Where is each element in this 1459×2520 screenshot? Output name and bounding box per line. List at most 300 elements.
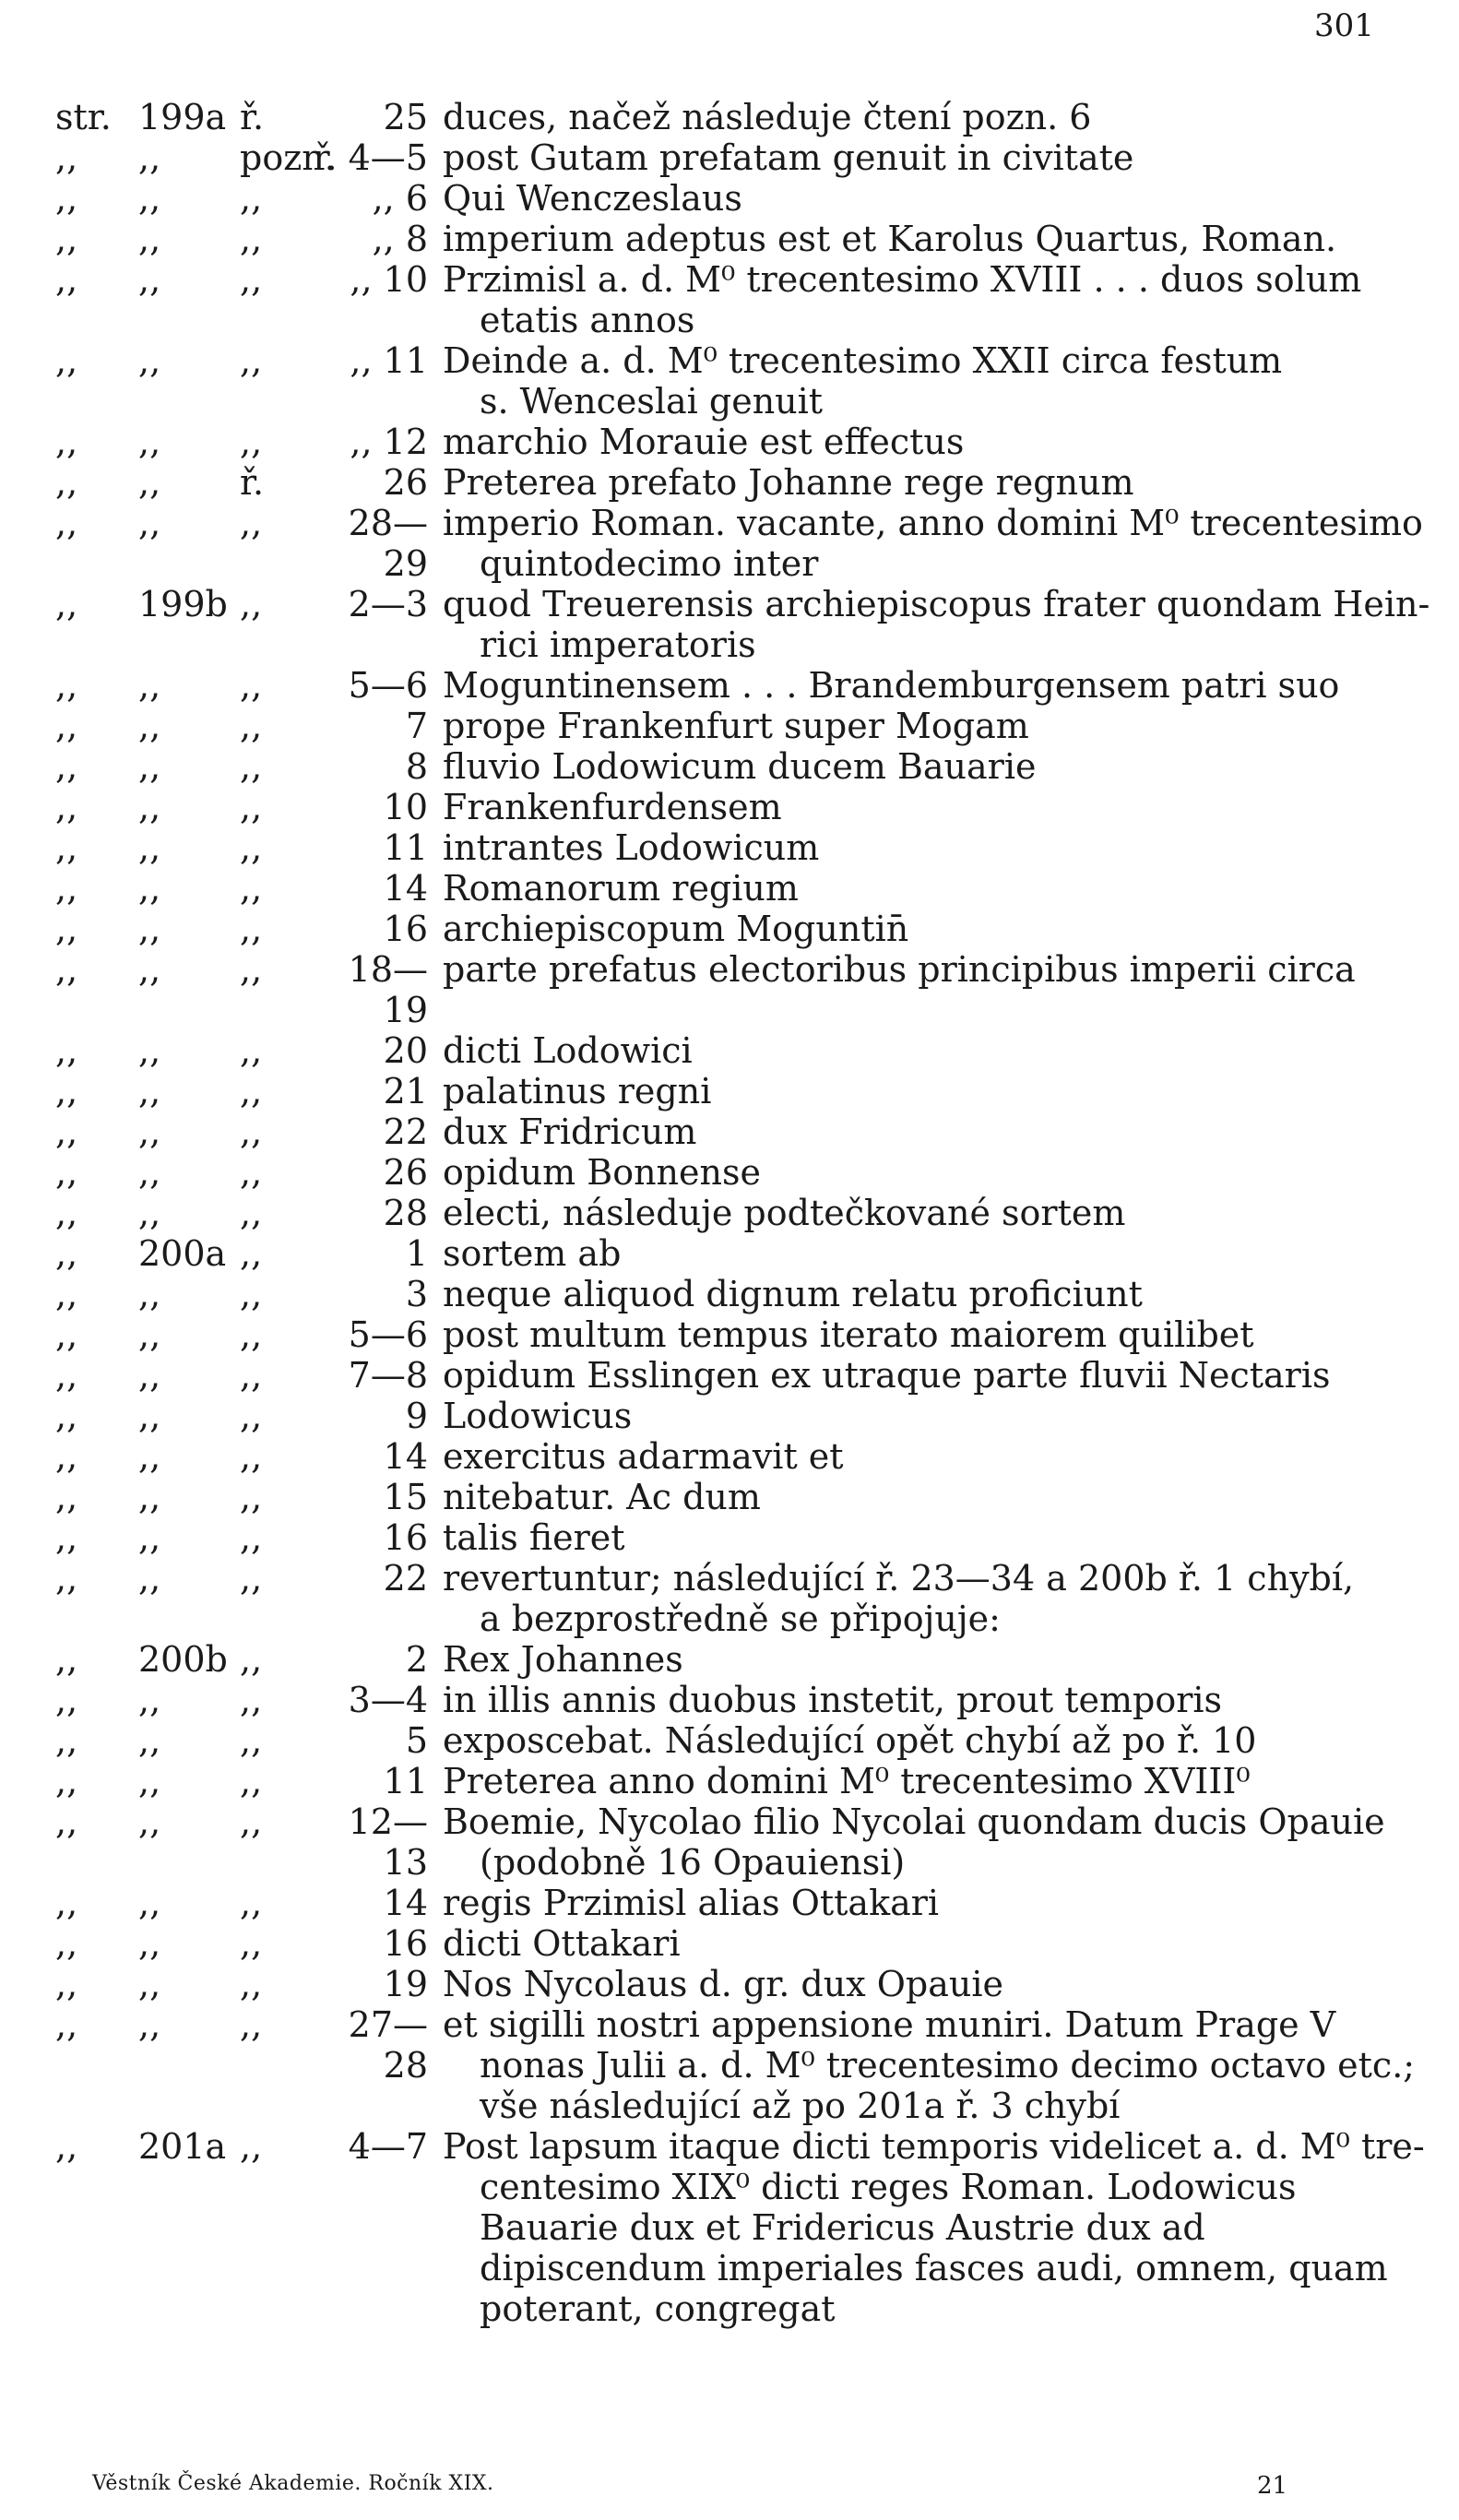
entry-line: 3 [405, 1274, 428, 1314]
entry-page: 199a [138, 97, 227, 137]
entry-text-main: nitebatur. Ac dum [443, 1477, 761, 1517]
entry-str: ,, [55, 1720, 78, 1761]
entry-r: ,, [240, 2004, 263, 2045]
entry-text-main: intrantes Lodowicum [443, 827, 820, 868]
errata-entry [0, 1396, 1459, 1436]
entry-r: ,, [240, 1923, 263, 1964]
entry-r: ,, [240, 1396, 263, 1436]
entry-text-cont: centesimo XIX⁰ dicti reges Roman. Lodowicus Bauarie dux et Fridericus Austrie dux ad dipiscendum imperiales fasces audi, omnem, quam poterant, congregat [480, 2167, 1388, 2329]
entry-page: ,, [138, 706, 161, 746]
entry-page: ,, [138, 1923, 161, 1964]
entry-text [443, 1314, 1439, 1355]
errata-entry [0, 259, 1459, 340]
entry-text [443, 2126, 1439, 2329]
entry-str: ,, [55, 462, 78, 503]
errata-entry [0, 137, 1459, 178]
entry-text-cont: quintodecimo inter [480, 543, 819, 584]
entry-text [443, 1477, 1439, 1517]
entry-str: ,, [55, 503, 78, 543]
entry-text [443, 909, 1439, 949]
entry-page: ,, [138, 1396, 161, 1436]
entry-str: ,, [55, 1558, 78, 1599]
errata-entry [0, 1558, 1459, 1639]
entry-str: ,, [55, 1152, 78, 1193]
errata-entry [0, 462, 1459, 503]
errata-entry [0, 1639, 1459, 1680]
entry-r: ,, [240, 1477, 263, 1517]
errata-entry [0, 503, 1459, 584]
entry-text [443, 1680, 1439, 1720]
entry-line: 28 [383, 1193, 428, 1233]
entry-page: ,, [138, 1964, 161, 2004]
entry-line: 5 [405, 1720, 428, 1761]
entry-line: 3—4 [348, 1680, 428, 1720]
entry-str: ,, [55, 1436, 78, 1477]
entry-text-cont: etatis annos [480, 300, 695, 340]
entry-page: ,, [138, 1801, 161, 1842]
errata-entry [0, 1030, 1459, 1071]
errata-list [0, 97, 1459, 2329]
entry-str: ,, [55, 1923, 78, 1964]
entry-text [443, 1111, 1439, 1152]
entry-page: ,, [138, 1680, 161, 1720]
entry-text-main: parte prefatus electoribus principibus imperii circa [443, 949, 1356, 990]
errata-entry [0, 1233, 1459, 1274]
entry-page: ,, [138, 340, 161, 381]
entry-text-cont: a bezprostředně se připojuje: [480, 1599, 1001, 1639]
entry-r: ,, [240, 746, 263, 787]
entry-r: ,, [240, 1355, 263, 1396]
errata-entry [0, 949, 1459, 1030]
entry-text-cont: (podobně 16 Opauiensi) [480, 1842, 906, 1883]
errata-entry [0, 1964, 1459, 2004]
entry-line: 19 [383, 1964, 428, 2004]
entry-line: 2 [405, 1639, 428, 1680]
entry-str: ,, [55, 909, 78, 949]
errata-entry [0, 178, 1459, 219]
entry-text-main: opidum Bonnense [443, 1152, 761, 1193]
entry-line: 25 [383, 97, 428, 137]
entry-page: 200b [138, 1639, 228, 1680]
entry-str: ,, [55, 868, 78, 909]
errata-entry [0, 584, 1459, 665]
entry-r: ,, [240, 1801, 263, 1842]
errata-entry [0, 1274, 1459, 1314]
entry-page: ,, [138, 868, 161, 909]
entry-text [443, 665, 1439, 706]
entry-str: ,, [55, 1477, 78, 1517]
entry-r: pozn. [240, 137, 336, 178]
entry-page: ,, [138, 1314, 161, 1355]
entry-r: ,, [240, 1030, 263, 1071]
entry-page: 200a [138, 1233, 227, 1274]
entry-text-main: imperio Roman. vacante, anno domini M⁰ trecentesimo [443, 503, 1423, 543]
entry-line: 14 [383, 868, 428, 909]
entry-text [443, 706, 1439, 746]
entry-r: ,, [240, 1680, 263, 1720]
entry-str: ,, [55, 1761, 78, 1801]
errata-entry [0, 1071, 1459, 1111]
entry-str: ,, [55, 746, 78, 787]
entry-r: ,, [240, 909, 263, 949]
entry-r: ,, [240, 1233, 263, 1274]
entry-text-main: Preterea prefato Johanne rege regnum [443, 462, 1134, 503]
entry-text [443, 1639, 1439, 1680]
entry-text [443, 1761, 1439, 1801]
entry-text-main: electi, následuje podtečkované sortem [443, 1193, 1126, 1233]
entry-text-main: Przimisl a. d. M⁰ trecentesimo XVIII . . . duos solum [443, 259, 1362, 300]
entry-r: ,, [240, 665, 263, 706]
entry-line: ,, 8 [372, 219, 428, 259]
page-number: 301 [1314, 7, 1374, 44]
entry-text-main: opidum Esslingen ex utraque parte fluvii Nectaris [443, 1355, 1331, 1396]
entry-r: ,, [240, 503, 263, 543]
entry-page: ,, [138, 1436, 161, 1477]
entry-text [443, 1923, 1439, 1964]
entry-r: ,, [240, 1071, 263, 1111]
entry-str: ,, [55, 1030, 78, 1071]
errata-entry [0, 1436, 1459, 1477]
entry-text-main: marchio Morauie est effectus [443, 422, 965, 462]
entry-text [443, 827, 1439, 868]
entry-text-main: regis Przimisl alias Ottakari [443, 1883, 940, 1923]
entry-r: ,, [240, 1558, 263, 1599]
entry-text-main: Preterea anno domini M⁰ trecentesimo XVIII⁰ [443, 1761, 1251, 1801]
entry-text-main: Romanorum regium [443, 868, 799, 909]
entry-text [443, 1720, 1439, 1761]
entry-r: ,, [240, 1274, 263, 1314]
entry-r: ,, [240, 584, 263, 624]
entry-line: 27—28 [348, 2004, 428, 2086]
entry-text-main: dux Fridricum [443, 1111, 697, 1152]
entry-str: ,, [55, 259, 78, 300]
entry-line: 7 [405, 706, 428, 746]
entry-text [443, 949, 1439, 990]
entry-line: 11 [383, 1761, 428, 1801]
entry-str: ,, [55, 178, 78, 219]
errata-entry [0, 665, 1459, 706]
errata-entry [0, 868, 1459, 909]
entry-r: ,, [240, 787, 263, 827]
entry-text [443, 178, 1439, 219]
entry-line: 1 [405, 1233, 428, 1274]
entry-line: 28—29 [348, 503, 428, 584]
entry-page: ,, [138, 1761, 161, 1801]
entry-r: ,, [240, 422, 263, 462]
entry-page: ,, [138, 665, 161, 706]
entry-str: ,, [55, 1071, 78, 1111]
entry-page: ,, [138, 1517, 161, 1558]
entry-line: 5—6 [348, 1314, 428, 1355]
entry-line: 4—7 [348, 2126, 428, 2167]
errata-entry [0, 422, 1459, 462]
entry-page: ,, [138, 1477, 161, 1517]
entry-text [443, 1233, 1439, 1274]
entry-r: ,, [240, 259, 263, 300]
entry-text-main: Rex Johannes [443, 1639, 683, 1680]
entry-text-main: exposcebat. Následující opět chybí až po ř. 10 [443, 1720, 1257, 1761]
entry-text [443, 1558, 1439, 1639]
entry-text [443, 1193, 1439, 1233]
entry-line: 21 [383, 1071, 428, 1111]
entry-line: 11 [383, 827, 428, 868]
entry-r: ,, [240, 219, 263, 259]
entry-text [443, 868, 1439, 909]
entry-page: ,, [138, 787, 161, 827]
entry-line: 26 [383, 1152, 428, 1193]
entry-str: ,, [55, 1193, 78, 1233]
errata-entry [0, 746, 1459, 787]
entry-r: ,, [240, 1193, 263, 1233]
entry-text [443, 1964, 1439, 2004]
entry-r: ,, [240, 178, 263, 219]
entry-r: ,, [240, 1964, 263, 2004]
entry-r: ,, [240, 1883, 263, 1923]
entry-text-main: Post lapsum itaque dicti temporis videlicet a. d. M⁰ tre- [443, 2126, 1425, 2167]
entry-str: ,, [55, 2126, 78, 2167]
entry-text-main: dicti Ottakari [443, 1923, 681, 1964]
entry-text [443, 1396, 1439, 1436]
entry-r: ,, [240, 706, 263, 746]
entry-text-main: archiepiscopum Moguntin̄ [443, 909, 909, 949]
errata-entry [0, 1923, 1459, 1964]
entry-page: ,, [138, 1355, 161, 1396]
entry-line: 16 [383, 1923, 428, 1964]
entry-page: 199b [138, 584, 228, 624]
errata-entry [0, 1801, 1459, 1883]
entry-page: ,, [138, 178, 161, 219]
entry-str: ,, [55, 219, 78, 259]
entry-text [443, 2004, 1439, 2126]
entry-page: ,, [138, 909, 161, 949]
entry-text [443, 1801, 1439, 1883]
entry-text [443, 1517, 1439, 1558]
entry-text-main: dicti Lodowici [443, 1030, 693, 1071]
entry-line: 20 [383, 1030, 428, 1071]
entry-str: ,, [55, 340, 78, 381]
entry-str: ,, [55, 1274, 78, 1314]
entry-str: ,, [55, 787, 78, 827]
entry-r: ř. [240, 462, 265, 503]
journal-footer: Věstník České Akademie. Ročník XIX. [92, 2472, 494, 2495]
errata-entry [0, 1111, 1459, 1152]
entry-r: ,, [240, 1761, 263, 1801]
entry-page: ,, [138, 949, 161, 990]
entry-text-main: neque aliquod dignum relatu proficiunt [443, 1274, 1143, 1314]
entry-page: ,, [138, 1720, 161, 1761]
entry-page: ,, [138, 1111, 161, 1152]
errata-entry [0, 2126, 1459, 2329]
entry-text [443, 1883, 1439, 1923]
errata-entry [0, 1761, 1459, 1801]
errata-entry [0, 827, 1459, 868]
entry-r: ,, [240, 868, 263, 909]
entry-text-main: palatinus regni [443, 1071, 712, 1111]
entry-page: 201a [138, 2126, 227, 2167]
entry-r: ,, [240, 340, 263, 381]
entry-text-main: Qui Wenczeslaus [443, 178, 742, 219]
entry-text-cont: rici imperatoris [480, 624, 756, 665]
entry-line: 26 [383, 462, 428, 503]
entry-r: ,, [240, 2126, 263, 2167]
entry-text [443, 462, 1439, 503]
entry-text [443, 340, 1439, 422]
errata-entry [0, 1152, 1459, 1193]
entry-text-main: fluvio Lodowicum ducem Bauarie [443, 746, 1037, 787]
entry-page: ,, [138, 259, 161, 300]
entry-text [443, 1274, 1439, 1314]
entry-text-main: Frankenfurdensem [443, 787, 782, 827]
entry-line: 16 [383, 1517, 428, 1558]
entry-str: ,, [55, 1639, 78, 1680]
errata-entry [0, 787, 1459, 827]
entry-r: ,, [240, 1314, 263, 1355]
errata-entry [0, 97, 1459, 137]
errata-entry [0, 1477, 1459, 1517]
entry-str: ,, [55, 1355, 78, 1396]
entry-line: ,, 11 [350, 340, 428, 381]
entry-str: ,, [55, 665, 78, 706]
entry-page: ,, [138, 1558, 161, 1599]
entry-text [443, 787, 1439, 827]
entry-line: 12—13 [348, 1801, 428, 1883]
entry-text-main: imperium adeptus est et Karolus Quartus, Roman. [443, 219, 1337, 259]
entry-text-main: et sigilli nostri appensione muniri. Datum Prage V [443, 2004, 1336, 2045]
entry-str: ,, [55, 827, 78, 868]
entry-str: ,, [55, 706, 78, 746]
entry-str: ,, [55, 584, 78, 624]
errata-entry [0, 1193, 1459, 1233]
entry-text-main: Moguntinensem . . . Brandemburgensem patri suo [443, 665, 1340, 706]
entry-line: 18—19 [348, 949, 428, 1030]
entry-text-cont: s. Wenceslai genuit [480, 381, 824, 422]
entry-page: ,, [138, 462, 161, 503]
entry-r: ,, [240, 1639, 263, 1680]
entry-str: ,, [55, 1517, 78, 1558]
entry-text [443, 219, 1439, 259]
entry-page: ,, [138, 219, 161, 259]
entry-page: ,, [138, 422, 161, 462]
entry-text-main: in illis annis duobus instetit, prout temporis [443, 1680, 1223, 1720]
errata-entry [0, 1720, 1459, 1761]
entry-text-main: quod Treuerensis archiepiscopus frater quondam Hein- [443, 584, 1430, 624]
entry-str: str. [55, 97, 112, 137]
entry-r: ,, [240, 1517, 263, 1558]
errata-entry [0, 1680, 1459, 1720]
entry-line: 10 [383, 787, 428, 827]
errata-entry [0, 219, 1459, 259]
entry-text-main: Lodowicus [443, 1396, 633, 1436]
entry-text [443, 1071, 1439, 1111]
entry-text [443, 137, 1439, 178]
entry-page: ,, [138, 746, 161, 787]
entry-page: ,, [138, 1152, 161, 1193]
entry-page: ,, [138, 1071, 161, 1111]
entry-text-main: post Gutam prefatam genuit in civitate [443, 137, 1134, 178]
entry-line: 2—3 [348, 584, 428, 624]
entry-text [443, 503, 1439, 584]
entry-text [443, 746, 1439, 787]
entry-text-main: duces, načež následuje čtení pozn. 6 [443, 97, 1092, 137]
entry-str: ,, [55, 1680, 78, 1720]
entry-page: ,, [138, 1030, 161, 1071]
entry-r: ,, [240, 1111, 263, 1152]
entry-text [443, 422, 1439, 462]
entry-r: ,, [240, 949, 263, 990]
entry-str: ,, [55, 2004, 78, 2045]
entry-text-main: prope Frankenfurt super Mogam [443, 706, 1029, 746]
errata-entry [0, 340, 1459, 422]
entry-line: 8 [405, 746, 428, 787]
entry-str: ,, [55, 422, 78, 462]
entry-r: ,, [240, 827, 263, 868]
entry-text-main: sortem ab [443, 1233, 622, 1274]
signature-mark: 21 [1257, 2472, 1288, 2500]
entry-text [443, 1355, 1439, 1396]
errata-entry [0, 1355, 1459, 1396]
entry-text-main: exercitus adarmavit et [443, 1436, 844, 1477]
entry-line: 5—6 [348, 665, 428, 706]
entry-str: ,, [55, 1111, 78, 1152]
entry-page: ,, [138, 1883, 161, 1923]
entry-text [443, 584, 1439, 665]
entry-page: ,, [138, 1274, 161, 1314]
entry-line: 7—8 [348, 1355, 428, 1396]
entry-line: 22 [383, 1558, 428, 1599]
entry-str: ,, [55, 1883, 78, 1923]
entry-line: ,, 10 [350, 259, 428, 300]
entry-text-main: Deinde a. d. M⁰ trecentesimo XXII circa festum [443, 340, 1283, 381]
entry-str: ,, [55, 137, 78, 178]
entry-line: ,, 6 [372, 178, 428, 219]
entry-text [443, 97, 1439, 137]
entry-line: 22 [383, 1111, 428, 1152]
entry-str: ,, [55, 1314, 78, 1355]
entry-text [443, 259, 1439, 340]
entry-line: ,, 12 [350, 422, 428, 462]
entry-text-cont: nonas Julii a. d. M⁰ trecentesimo decimo octavo etc.; vše následující až po 201a ř. 3 chybí [480, 2045, 1416, 2126]
entry-text-main: Boemie, Nycolao filio Nycolai quondam ducis Opauie [443, 1801, 1385, 1842]
entry-line: 15 [383, 1477, 428, 1517]
errata-entry [0, 1517, 1459, 1558]
entry-page: ,, [138, 1193, 161, 1233]
entry-text-main: talis fieret [443, 1517, 625, 1558]
entry-page: ,, [138, 503, 161, 543]
errata-entry [0, 2004, 1459, 2126]
errata-entry [0, 909, 1459, 949]
entry-str: ,, [55, 1396, 78, 1436]
entry-str: ,, [55, 1964, 78, 2004]
entry-str: ,, [55, 1801, 78, 1842]
errata-entry [0, 1883, 1459, 1923]
entry-r: ,, [240, 1720, 263, 1761]
entry-line: ř. 4—5 [313, 137, 428, 178]
entry-line: 16 [383, 909, 428, 949]
entry-page: ,, [138, 137, 161, 178]
errata-entry [0, 706, 1459, 746]
entry-line: 14 [383, 1436, 428, 1477]
entry-page: ,, [138, 827, 161, 868]
errata-entry [0, 1314, 1459, 1355]
entry-text-main: Nos Nycolaus d. gr. dux Opauie [443, 1964, 1003, 2004]
entry-text [443, 1152, 1439, 1193]
entry-text [443, 1030, 1439, 1071]
entry-r: ,, [240, 1152, 263, 1193]
entry-text-main: post multum tempus iterato maiorem quilibet [443, 1314, 1254, 1355]
entry-r: ,, [240, 1436, 263, 1477]
entry-text-main: revertuntur; následující ř. 23—34 a 200b ř. 1 chybí, [443, 1558, 1355, 1599]
entry-str: ,, [55, 949, 78, 990]
